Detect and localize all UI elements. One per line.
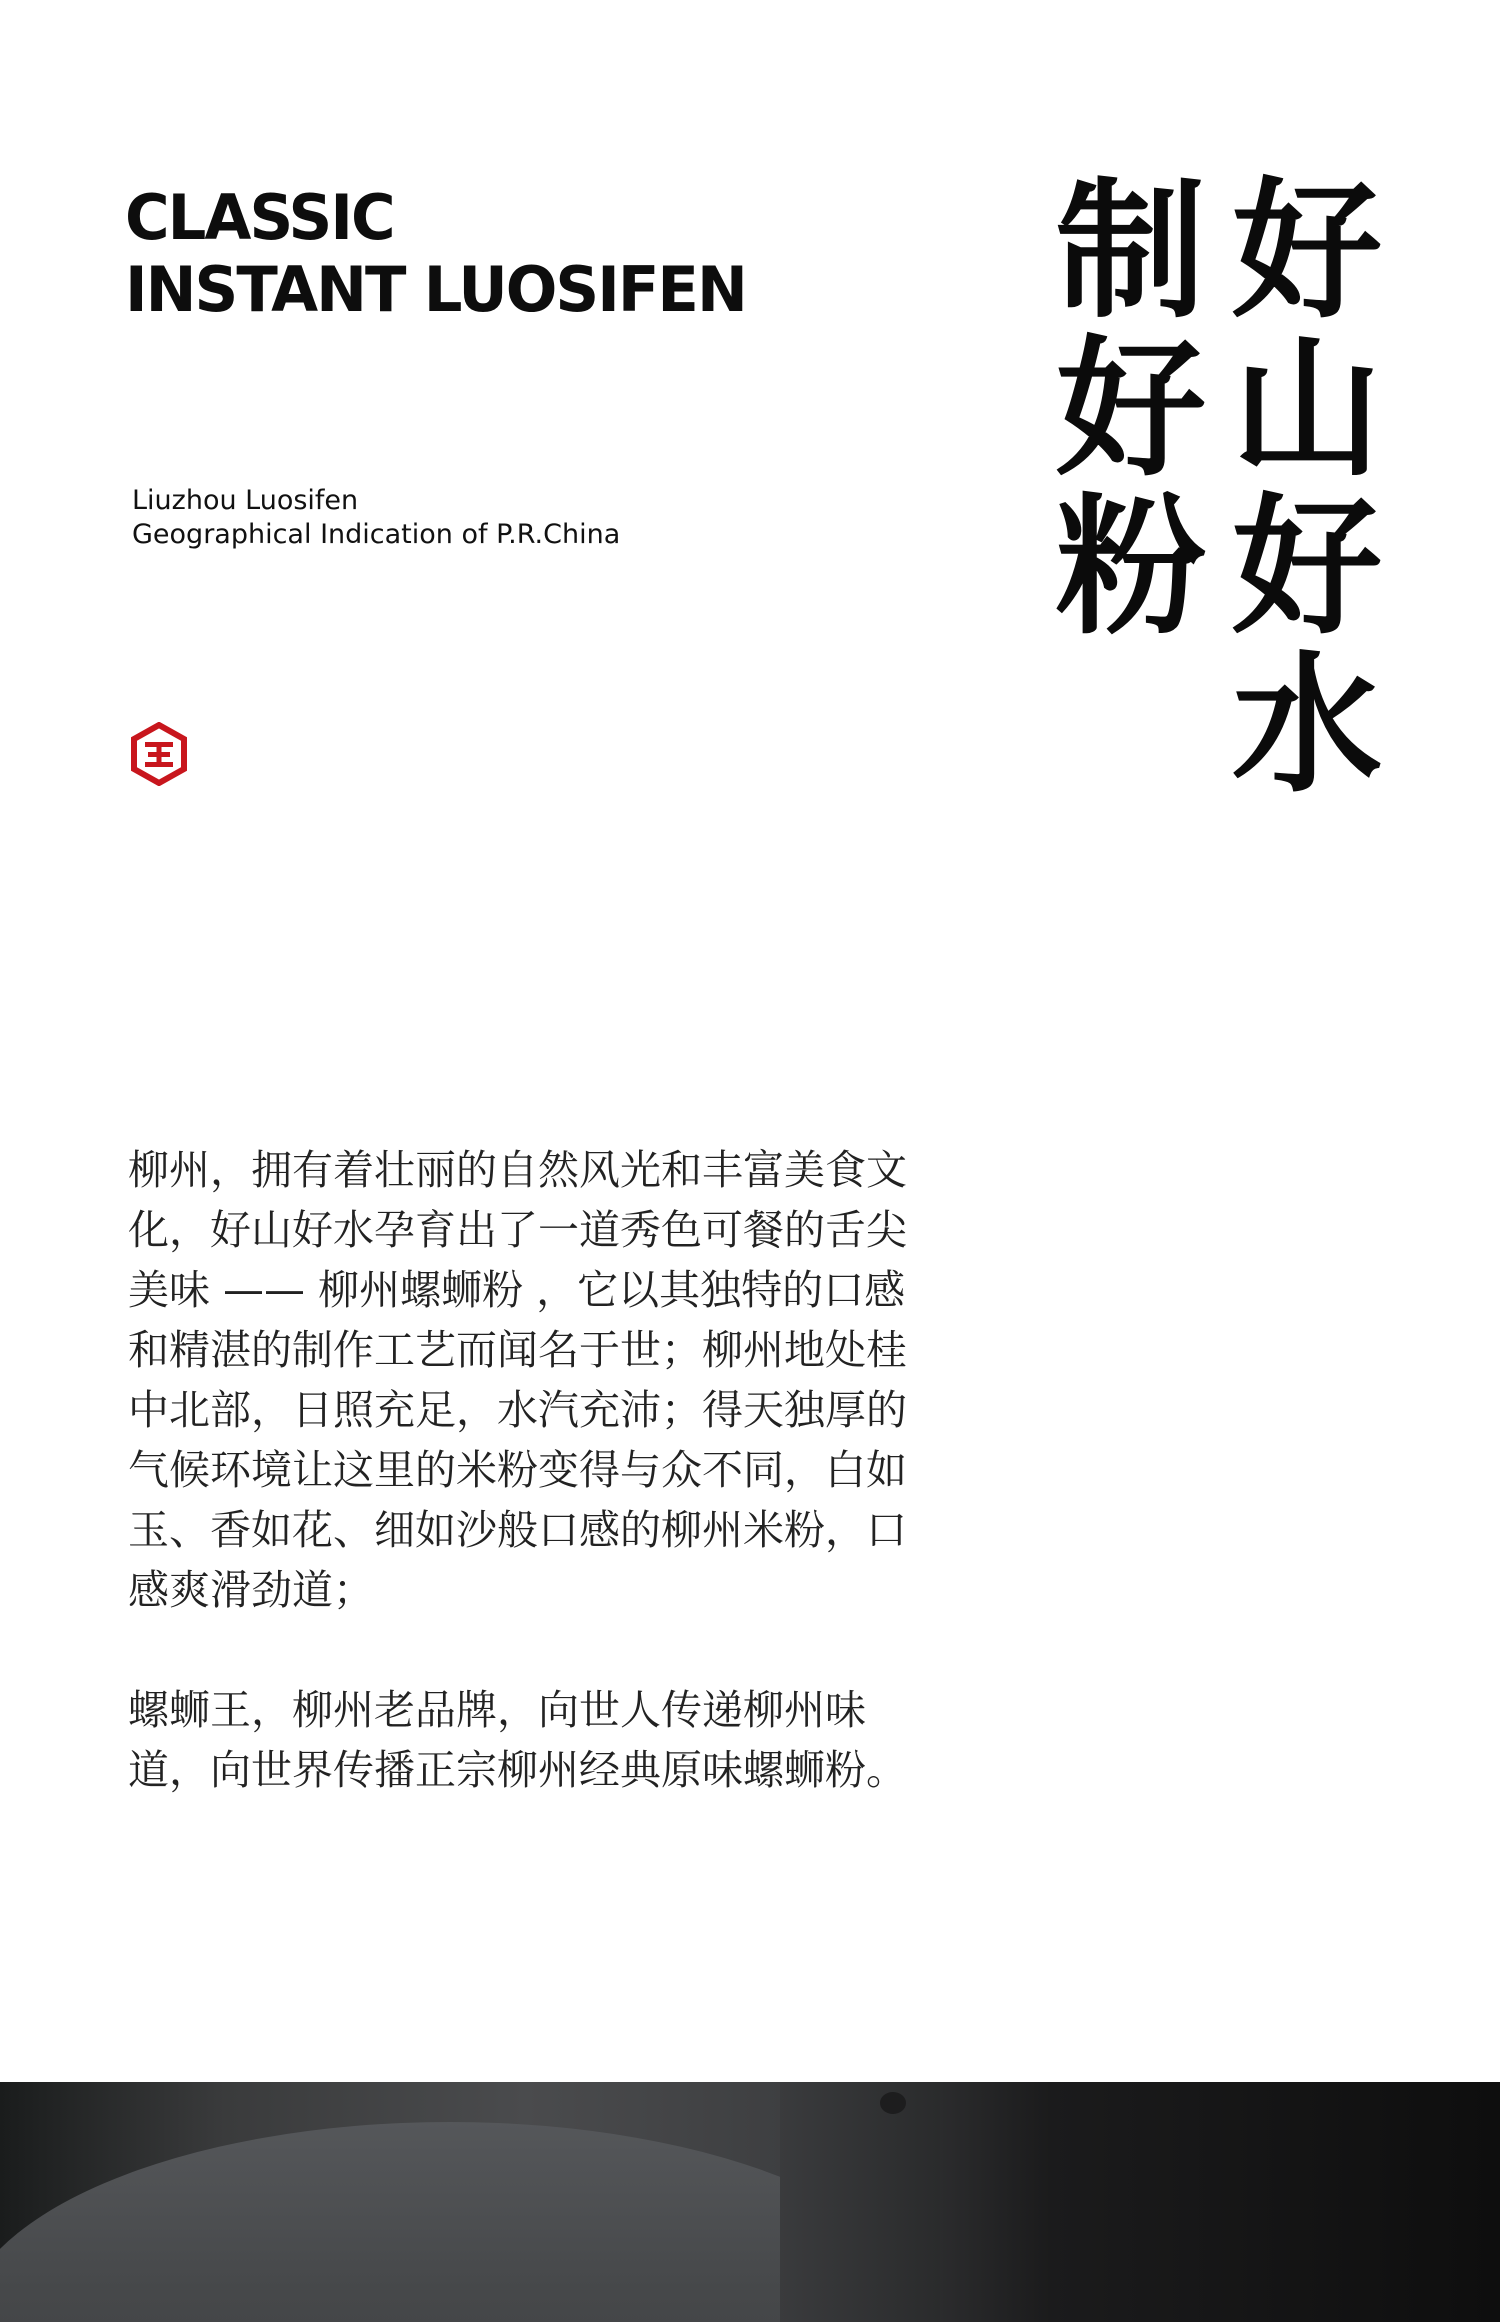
photo-dark-jacket — [0, 2082, 1500, 2322]
heading-line-2: INSTANT LUOSIFEN — [125, 253, 746, 326]
body-paragraph-2: 螺蛳王，柳州老品牌，向世人传递柳州味道，向世界传播正宗柳州经典原味螺蛳粉。 — [128, 1686, 907, 1794]
luosiwang-logo-icon — [130, 722, 188, 786]
chinese-vertical-title — [1056, 163, 1383, 813]
subtitle — [132, 484, 620, 552]
title-char: 好 — [1232, 163, 1383, 339]
english-heading — [125, 182, 746, 326]
title-char: 粉 — [1056, 479, 1207, 655]
body-text — [128, 1140, 928, 1860]
jacket-button — [880, 2092, 906, 2114]
subtitle-line-2: Geographical Indication of P.R.China — [132, 519, 621, 550]
jacket-collar — [780, 2082, 940, 2322]
title-char: 制 — [1056, 163, 1207, 339]
title-char: 好 — [1232, 479, 1383, 655]
heading-line-1: CLASSIC — [125, 181, 394, 254]
title-char: 水 — [1232, 637, 1383, 813]
subtitle-line-1: Liuzhou Luosifen — [132, 485, 359, 516]
title-char: 好 — [1056, 321, 1207, 497]
title-char: 山 — [1232, 321, 1383, 497]
title-column-left — [1056, 163, 1207, 804]
body-paragraph-1: 柳州，拥有着壮丽的自然风光和丰富美食文化，好山好水孕育出了一道秀色可餐的舌尖美味 —— 柳州螺蛳粉 ，它以其独特的口感和精湛的制作工艺而闻名于世；柳州地处桂中北部，日照充足，水汽充沛；得天独厚的气候环境让这里的米粉变得与众不同，白如玉、香如花、细如沙般口感的柳州米粉，口感爽滑劲道； — [128, 1146, 907, 1614]
title-column-right — [1232, 163, 1383, 813]
